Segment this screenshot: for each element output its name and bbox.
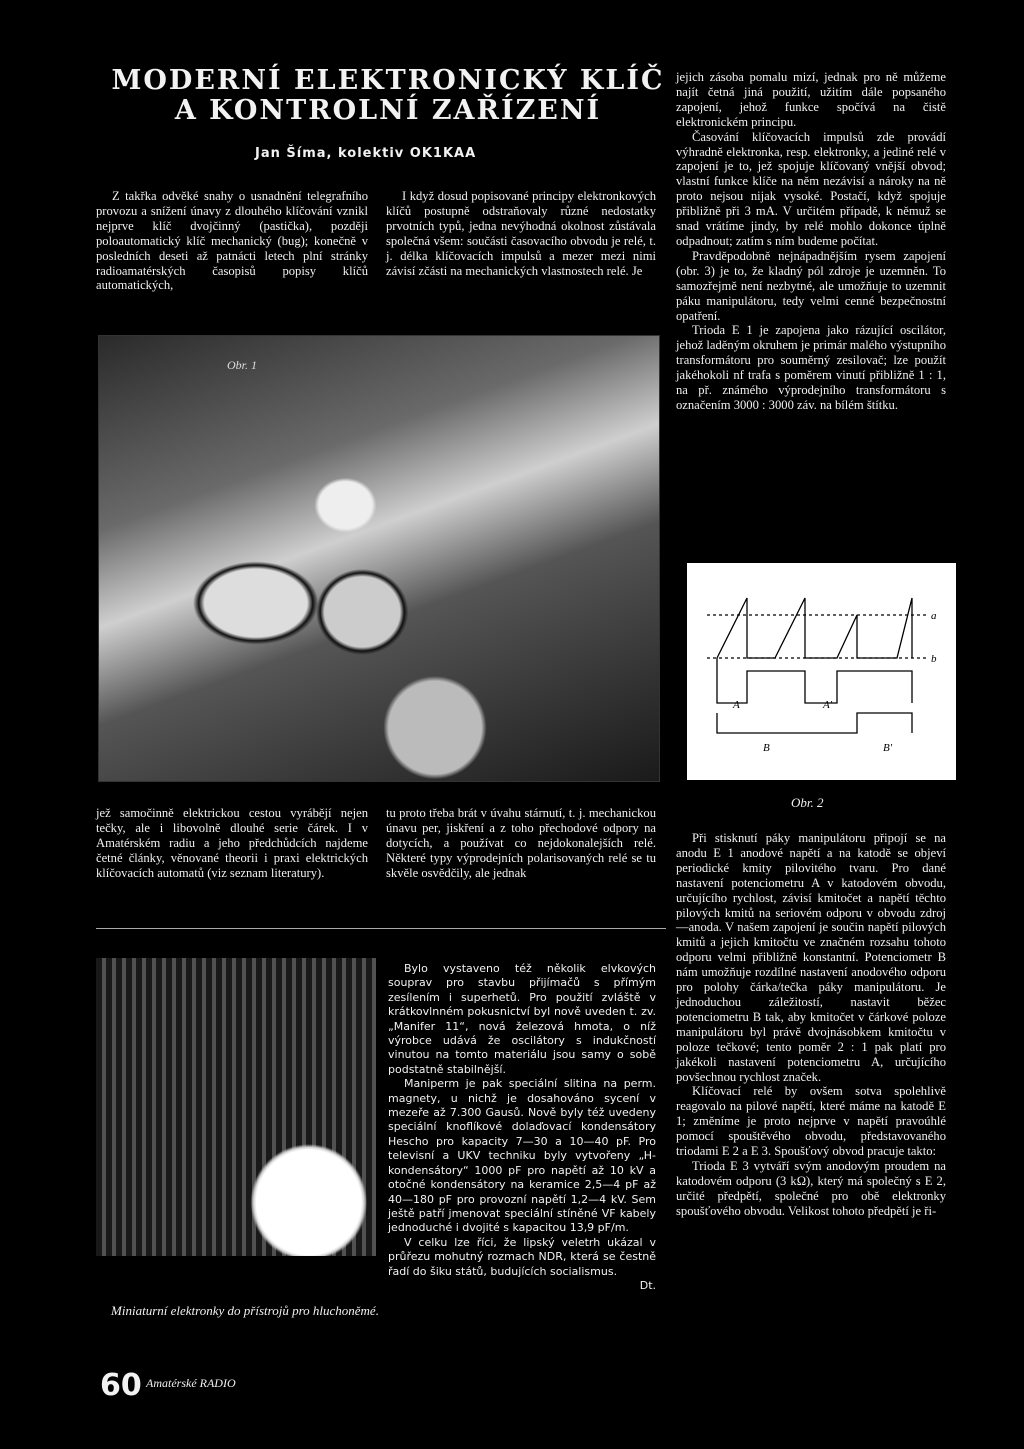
page-number: 60 (100, 1368, 142, 1403)
paragraph: Klíčovací relé by ovšem sotva spolehlivě reagovalo na pilové napětí, které máme na katodě E 1; změníme je proto nejprve v napětí pravoúhlé pomocí spouštěvého obvodu, představovaného triodami E 2 a E 3. Spoušťový obvod pracuje takto: (676, 1084, 946, 1159)
figure-1-photo (98, 335, 660, 782)
figure-2-caption: Obr. 2 (791, 795, 824, 810)
label-b: b (931, 653, 937, 665)
column-2-intro (386, 189, 656, 278)
column-2-continued (386, 806, 656, 881)
paragraph: I když dosud popisované principy elektronkových klíčů postupně odstraňovaly různé nedostatky prvotních typů, jedna nevýhodná okolnost zůstávala společná všem: součásti časovacího obvodu je relé, t. j. délka klíčovacích impulsů a mezer mezi nimi závisí zčásti na mechanických vlastnostech relé. Je (386, 189, 656, 278)
column-1-intro (96, 189, 368, 293)
figure-2-diagram (687, 563, 956, 780)
paragraph: jejich zásoba pomalu mizí, jednak pro ně můžeme najít četná jiná použití, užitím dále popsaného zapojení, jehož funkce spočívá na čistě elektronickém principu. (676, 70, 946, 129)
divider (96, 928, 666, 929)
paragraph: tu proto třeba brát v úvahu stárnutí, t. j. mechanickou únavu per, jiskření a z toho přechodové odpory na dotycích, a používat co nejdokonalejších relé. Některé typy výprodejních polarisovaných relé se tu skvěle osvědčily, ale jednak (386, 806, 656, 880)
label-B: B (763, 742, 770, 754)
label-B-prime: B' (883, 742, 893, 754)
paragraph: Trioda E 3 vytváří svým anodovým proudem na katodovém odporu (3 kΩ), který má společný s E 2, určité předpětí, společné pro obě elektronky spoušťového obvodu. Velikost tohoto předpětí je ři- (676, 1158, 946, 1218)
figure-1-caption: Obr. 1 (227, 358, 258, 372)
sawtooth-diagram (687, 563, 956, 780)
paragraph: Pravděpodobně nejnápadnějším rysem zapojení (obr. 3) je to, že kladný pól zdroje je uzemněn. To samozřejmě není nezbytné, ale umožňuje to uzemnit páku manipulátoru, tedy velmi cenné bezpečnostní opatření. (676, 248, 946, 323)
paragraph: Při stisknutí páky manipulátoru připojí se na anodu E 1 anodové napětí a na katodě se objeví periodické kmity pilovitého tvaru. Pro dané nastavení potenciometru A v katodovém obvodu, určujícího rychlost, závisí kmitočet a napětí těchto pilových kmitů na seriovém odporu v obvodu zdroj—anoda. V našem zapojení je součin napětí pilových kmitů a jejich kmitočtu ve značném rozsahu tohoto odporu velmi přibližně konstantní. Potenciometr B nám umožňuje rozdílné nastavení anodového odporu pro polohy čárka/tečka páky manipulátoru. Je jednoduchou záležitostí, nastavit běžec potenciometru B tak, aby kmitočet v čárkové poloze manipulátoru byl právě dvojnásobkem kmitočtu v poloze tečkové; tento poměr 2 : 1 pak platí pro jakékoli nastavení potenciometru A, určujícího povšechnou rychlost značek. (676, 831, 946, 1084)
author-line: Jan Šíma, kolektiv OK1KAA (255, 146, 477, 161)
column-3-top (676, 70, 946, 413)
title-line-2: A KONTROLNÍ ZAŘÍZENÍ (174, 95, 602, 126)
magazine-name: Amatérské RADIO (146, 1376, 236, 1390)
label-A: A (733, 699, 740, 711)
paragraph: Trioda E 1 je zapojena jako rázující oscilátor, jehož laděným okruhem je primár malého výstupního transformátoru pro souměrný zesilovač; lze použít jakéhokoli nf trafa s poměrem vinutí přibližně 1 : 1, na př. známého výprodejního transformátoru s označením 3000 : 3000 záv. na bílém štítku. (676, 323, 946, 412)
paragraph: jež samočinně elektrickou cestou vyrábějí nejen tečky, ale i libovolně dlouhé serie čárek. I v Amatérském radiu a jeho předchůdcích najdeme četné články, věnované theorii i praxi elektrických klíčovacích automatů (viz seznam literatury). (96, 806, 368, 880)
news-paragraph: V celku lze říci, že lipský veletrh ukázal v průřezu mohutný rozmach NDR, která se čestně řadí do šiku států, budujících socialismus. (388, 1235, 656, 1278)
paragraph: Časování klíčovacích impulsů zde provádí výhradně elektronka, resp. elektronky, a jediné relé v zapojení je to, jež spojuje klíčovaný vnější obvod; vlastní funkce klíče na něm nezávisí a nároky na ně proto nejsou nijak vysoké. Postačí, když spojuje přibližně při 3 mA. V určitém případě, k němuž se snad vrátíme jindy, by relé mohlo dokonce úplně odpadnout; zatím s ním budeme počítat. (676, 129, 946, 248)
title-line-1: MODERNÍ ELEKTRONICKÝ KLÍČ (111, 65, 665, 96)
column-1-continued (96, 806, 368, 881)
news-paragraph: Maniperm je pak speciální slitina na perm. magnety, u nichž je dosahováno sycení v mezeře až 7.300 Gausů. Nově byly též uvedeny speciální knoflíkové dolaďovací kondensátory Hescho pro kapacity 7—30 a 10—40 pF. Pro televisní a UKV techniku byly vytvořeny „H-kondensátory“ 1000 pF pro napětí až 10 kV a otočné kondensátory na keramice 2,5—4 pF až 40—180 pF pro provozní napětí 1,2—4 kV. Sem ještě patří jmenovat speciální stíněné VF kabely jednoduché i dvojité s kapacitou 13,9 pF/m. (388, 1077, 656, 1235)
label-A-prime: A' (823, 699, 833, 711)
article-title (88, 66, 688, 126)
news-signature: Dt. (639, 1278, 656, 1292)
figure-miniature-tubes-photo (96, 958, 376, 1256)
column-3-bottom (676, 831, 946, 1219)
news-paragraph: Bylo vystaveno též několik elvkových souprav pro stavbu přijímačů s přímým zesílením i superhetů. Pro použití zvláště v krátkovlnném pokusnictví byl nově uveden t. zv. „Manifer 11“, nová železová hmota, o níž výrobce udává že oscilátory s indukčností vinutou na tomto materiálu jsou samy o sobě podstatně stabilnější. (388, 962, 656, 1076)
label-a: a (931, 610, 937, 622)
photo-2-caption: Miniaturní elektronky do přístrojů pro hluchoněmé. (111, 1303, 379, 1318)
paragraph: Z takřka odvěké snahy o usnadnění telegrafního provozu a snížení únavy z dlouhého klíčování vznikl nejprve klíč dvojčinný (pastička), později poloautomatický klíč mechanický (bug); konečně v posledních deseti až patnácti letech plní stránky radioamatérských časopisů popisy klíčů automatických, (96, 189, 368, 293)
news-box (388, 962, 656, 1293)
